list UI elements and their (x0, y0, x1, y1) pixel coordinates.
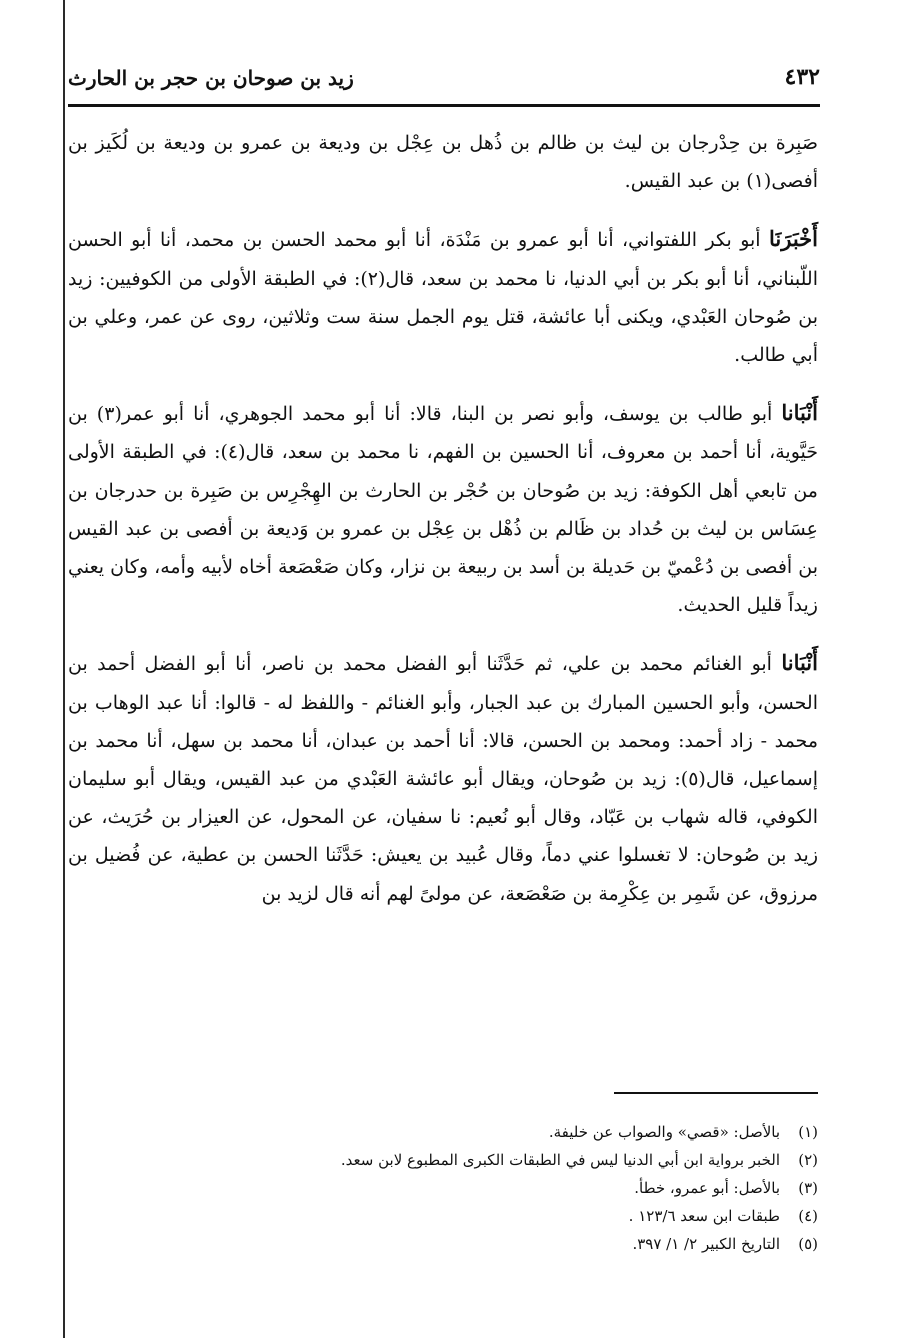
footnote-item (118, 1118, 818, 1146)
paragraph-text: أبو الغنائم محمد بن علي، ثم حَدَّثَنا أبو الفضل محمد بن ناصر، أنا أبو الفضل أحمد بن الحسن، وأبو الحسين المبارك بن عبد الجبار، وأبو الغنائم - واللفظ له - قالوا: أنا عبد الوهاب بن محمد - زاد أحمد: ومحمد بن الحسن، قالا: أنا أحمد بن عبدان، أنا محمد بن سهل، أنا محمد بن إسماعيل، قال(٥): زيد بن صُوحان، ويقال أبو عائشة العَبْدي من عبد القيس، ويقال أبو سليمان الكوفي، قاله شهاب بن عَبّاد، وقال أبو نُعيم: نا سفيان، عن المحول، عن العيزار بن حُرَيث، عن زيد بن صُوحان: لا تغسلوا عني دماً، وقال عُبيد بن يعيش: حَدَّثَنا الحسن بن عطية، عن فُضيل بن مرزوق، عن شَمِر بن عِكْرِمة بن صَعْصَعة، عن مولىً لهم أنه قال لزيد بن (68, 653, 819, 905)
footnote-text: طبقات ابن سعد ١٢٣/٦ . (628, 1207, 780, 1225)
paragraph-text: أبو طالب بن يوسف، وأبو نصر بن البنا، قالا: أنا أبو محمد الجوهري، أنا أبو عمر(٣) بن حَيَّوية، أنا أحمد بن معروف، أنا الحسين بن الفهم، نا محمد بن سعد، قال(٤): في الطبقة الأولى من تابعي أهل الكوفة: زيد بن صُوحان بن حُجْر بن الحارث بن الهِجْرِس بن صَبِرة بن حدرجان بن عِسَاس بن ليث بن حُداد بن ظَالم بن ذُهْل بن عِجْل بن عمرو بن وَديعة بن أفصى بن عبد القيس بن أفصى بن دُعْميّ بن حَديلة بن أسد بن ربيعة بن نزار، وكان صَعْصَعة أخاه لأبيه وأمه، وكان يعني زيداً قليل الحديث. (68, 403, 818, 617)
footnote-number: (٥) (798, 1235, 818, 1253)
footnote-item (118, 1174, 818, 1202)
footnote-number: (٢) (798, 1151, 818, 1169)
footnote-number: (٣) (798, 1179, 818, 1197)
footnote-item (118, 1146, 818, 1174)
footnote-number: (٤) (798, 1207, 818, 1225)
paragraph-text: أبو بكر اللفتواني، أنا أبو عمرو بن مَنْدَة، أنا أبو محمد الحسن بن محمد، أنا أبو الحسن اللّبناني، أنا أبو بكر بن أبي الدنيا، نا محمد بن سعد، قال(٢): في الطبقة الأولى من الكوفيين: زيد بن صُوحان العَبْدي، ويكنى أبا عائشة، قتل يوم الجمل سنة ست وثلاثين، روى عن عمر، وعلي بن أبي طالب. (68, 229, 818, 367)
footnotes-list (118, 1118, 818, 1258)
footnote-item (118, 1202, 818, 1230)
footnote-item (118, 1230, 818, 1258)
running-title: زيد بن صوحان بن حجر بن الحارث (68, 66, 354, 90)
paragraph (68, 124, 818, 200)
paragraph-text: صَبِرة بن حِدْرجان بن ليث بن ظالم بن ذُهل بن عِجْل بن وديعة بن عمرو بن وديعة بن لُكَيز بن أفصى(١) بن عبد القيس. (68, 132, 818, 193)
page-header (68, 62, 820, 102)
footnote-text: التاريخ الكبير ٢/ ١/ ٣٩٧. (632, 1235, 780, 1253)
footnote-text: بالأصل: «قصي» والصواب عن خليفة. (548, 1123, 780, 1141)
header-rule (68, 104, 820, 107)
paragraph (68, 220, 818, 374)
footnote-text: بالأصل: أبو عمرو، خطأ. (634, 1179, 780, 1197)
paragraph (68, 644, 818, 912)
page-number: ٤٣٢ (784, 64, 820, 90)
paragraph (68, 394, 818, 624)
footnote-number: (١) (798, 1123, 818, 1141)
paragraph-lead-word: أَنْبَانا (781, 400, 818, 426)
main-text (68, 124, 818, 933)
paragraph-lead-word: أَخْبَرَنَا (769, 226, 818, 252)
page-edge-line (63, 0, 65, 1338)
footnote-separator (614, 1092, 818, 1094)
paragraph-lead-word: أَنْبَانا (781, 650, 818, 676)
footnote-text: الخبر برواية ابن أبي الدنيا ليس في الطبقات الكبرى المطبوع لابن سعد. (340, 1151, 780, 1169)
